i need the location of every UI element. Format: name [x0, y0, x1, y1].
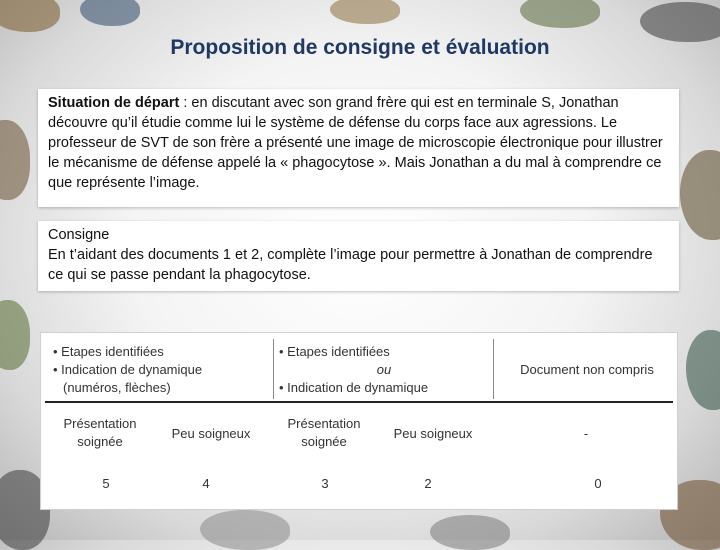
butterfly-decoration: [0, 120, 30, 200]
criteria-col3: Document non compris: [520, 362, 654, 377]
butterfly-decoration: [80, 0, 140, 26]
butterfly-decoration: [686, 330, 720, 410]
butterfly-decoration: [680, 150, 720, 240]
consigne-label: Consigne: [48, 227, 110, 243]
score: 4: [202, 476, 210, 491]
table-rule: [45, 401, 673, 403]
criteria-col1: [53, 343, 268, 397]
butterfly-decoration: [200, 510, 290, 550]
score: 5: [102, 476, 110, 491]
butterfly-decoration: [0, 300, 30, 370]
score: 0: [594, 476, 602, 491]
butterfly-decoration: [0, 0, 60, 32]
butterfly-decoration: [330, 0, 400, 24]
score: 3: [321, 476, 329, 491]
situation-box: [38, 89, 679, 207]
sub-label: -: [583, 426, 589, 441]
column-divider: [273, 339, 274, 399]
criteria-line: (numéros, flèches): [63, 380, 171, 395]
sub-label: Présentation soignée: [63, 416, 137, 449]
criteria-or: ou: [376, 362, 392, 377]
grading-table: [40, 332, 678, 510]
criteria-line: • Etapes identifiées: [53, 344, 164, 359]
situation-text: : en discutant avec son grand frère qui est en terminale S, Jonathan découvre qu’il étudie comme lui le système de défense du corps face aux agressions. Le professeur de SVT de son frère a présenté une image de microscopie électronique pour illustrer le mécanisme de défense appelé la « phagocytose ». Mais Jonathan a du mal à comprendre ce que représente l’image.: [48, 95, 663, 191]
criteria-col2: [279, 343, 489, 397]
sub-label: Présentation soignée: [287, 416, 361, 449]
score: 2: [424, 476, 432, 491]
criteria-line: • Indication de dynamique: [53, 362, 203, 377]
butterfly-decoration: [520, 0, 600, 28]
slide-title: Proposition de consigne et évaluation: [170, 36, 550, 59]
column-divider: [493, 339, 494, 399]
butterfly-decoration: [430, 515, 510, 550]
criteria-line: • Indication de dynamique: [279, 380, 429, 395]
sub-label: Peu soigneux: [171, 426, 251, 441]
consigne-box: [38, 221, 679, 291]
criteria-line: • Etapes identifiées: [279, 344, 390, 359]
consigne-text: En t’aidant des documents 1 et 2, complète l’image pour permettre à Jonathan de comprendre ce qui se passe pendant la phagocytose.: [48, 247, 653, 283]
situation-label: Situation de départ: [48, 95, 180, 111]
sub-label: Peu soigneux: [393, 426, 473, 441]
